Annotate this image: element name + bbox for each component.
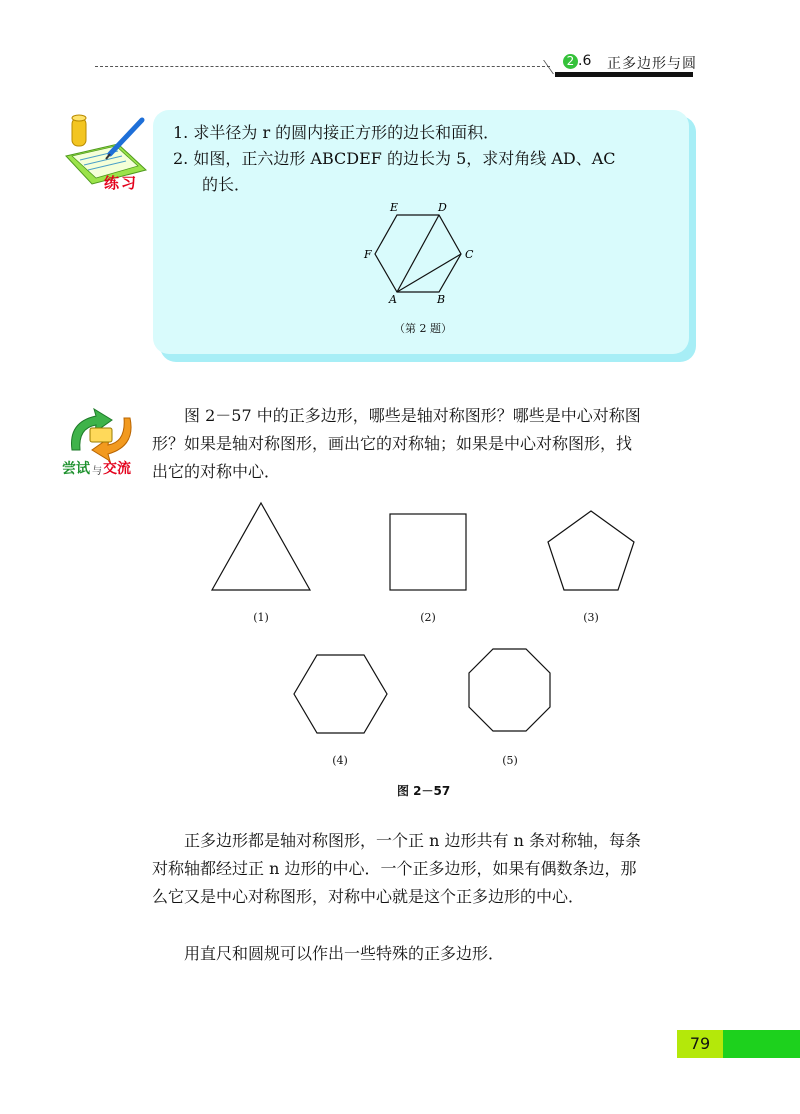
octagon-shape <box>469 649 550 731</box>
practice-label: 练习 <box>104 174 139 192</box>
and-label: 与 <box>92 466 102 477</box>
section-number-big: 2 <box>563 54 578 69</box>
section-title: 正多边形与圆 <box>607 56 697 72</box>
body-paragraph-2: 用直尺和圆规可以作出一些特殊的正多边形． <box>184 944 505 963</box>
triangle-shape <box>212 503 310 590</box>
question-1: 1. 求半径为 r 的圆内接正方形的边长和面积． <box>173 123 500 142</box>
try-line-1: 图 2－57 中的正多边形，哪些是轴对称图形？哪些是中心对称图 <box>184 406 641 425</box>
vertex-label-e: E <box>390 201 399 214</box>
hexagon-figure <box>355 195 495 310</box>
body-line-1: 正多边形都是轴对称图形，一个正 n 边形共有 n 条对称轴，每条 <box>184 831 641 850</box>
square-shape <box>390 514 466 590</box>
diagonal-ad <box>397 215 439 292</box>
header-dashed-line <box>95 66 550 67</box>
body-line-3: 么它又是中心对称图形，对称中心就是这个正多边形的中心． <box>152 887 585 906</box>
caption-2: (2) <box>420 611 436 624</box>
polygon-figures <box>200 495 650 775</box>
pentagon-shape <box>548 511 634 590</box>
body-paragraph-1 <box>152 827 700 911</box>
vertex-label-b: B <box>437 293 446 306</box>
caption-1: (1) <box>253 611 269 624</box>
practice-figure-caption: （第 2 题） <box>394 322 452 335</box>
diagonal-ac <box>397 254 461 292</box>
try-exchange-paragraph <box>152 402 700 486</box>
figure-title: 图 2－57 <box>397 784 451 798</box>
page-number: 79 <box>677 1030 723 1058</box>
vertex-label-d: D <box>438 201 447 214</box>
vertex-label-f: F <box>364 248 372 261</box>
caption-5: (5) <box>502 754 518 767</box>
section-number-rest: .6 <box>578 53 592 69</box>
try-label: 尝试 <box>62 461 90 477</box>
question-2-line-2: 的长． <box>202 175 251 194</box>
page-number-bar <box>723 1030 800 1058</box>
caption-4: (4) <box>332 754 348 767</box>
caption-3: (3) <box>583 611 599 624</box>
hexagon-shape <box>294 655 387 733</box>
question-2-line-1: 2. 如图，正六边形 ABCDEF 的边长为 5，求对角线 AD、AC <box>173 149 616 168</box>
exchange-label: 交流 <box>103 461 131 477</box>
try-line-3: 出它的对称中心． <box>152 462 281 481</box>
try-line-2: 形？如果是轴对称图形，画出它的对称轴；如果是中心对称图形，找 <box>152 434 633 453</box>
body-line-2: 对称轴都经过正 n 边形的中心．一个正多边形，如果有偶数条边，那 <box>152 859 637 878</box>
section-number <box>563 53 591 69</box>
vertex-label-c: C <box>465 248 474 261</box>
vertex-label-a: A <box>389 293 397 306</box>
